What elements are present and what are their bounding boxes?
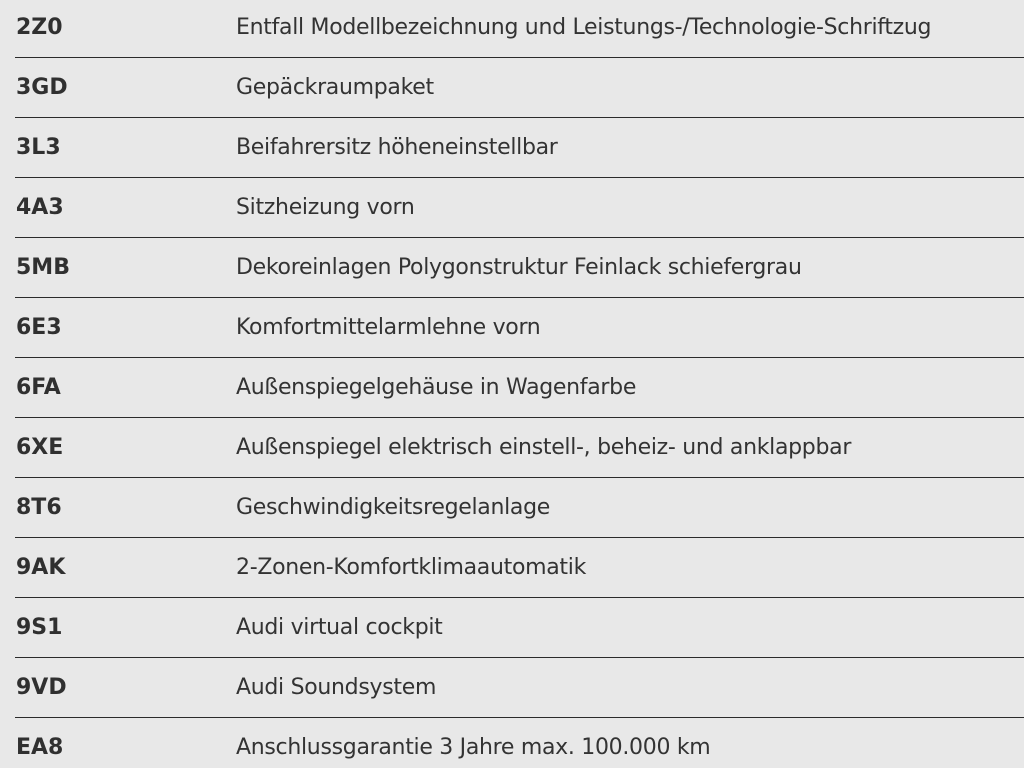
table-row <box>0 658 1024 718</box>
table-row <box>0 538 1024 598</box>
option-description: Sitzheizung vorn <box>236 195 415 220</box>
table-row <box>0 718 1024 768</box>
option-description: Audi virtual cockpit <box>236 615 443 640</box>
table-row <box>0 298 1024 358</box>
option-description: Komfortmittelarmlehne vorn <box>236 315 541 340</box>
option-description: Anschlussgarantie 3 Jahre max. 100.000 km <box>236 735 711 760</box>
option-code: 6FA <box>16 375 61 400</box>
table-row <box>0 238 1024 298</box>
option-description: Gepäckraumpaket <box>236 75 434 100</box>
option-description: Beifahrersitz höheneinstellbar <box>236 135 558 160</box>
option-code: 3GD <box>16 75 68 100</box>
table-row <box>0 118 1024 178</box>
table-row <box>0 358 1024 418</box>
table-row <box>0 0 1024 58</box>
table-row <box>0 418 1024 478</box>
option-description: Audi Soundsystem <box>236 675 437 700</box>
option-code: 6XE <box>16 435 64 460</box>
option-code: 6E3 <box>16 315 62 340</box>
option-code: 5MB <box>16 255 70 280</box>
option-code: 4A3 <box>16 195 64 220</box>
option-code: 9VD <box>16 675 67 700</box>
option-description: Geschwindigkeitsregelanlage <box>236 495 550 520</box>
option-code: EA8 <box>16 735 64 760</box>
table-row <box>0 598 1024 658</box>
option-code: 9AK <box>16 555 66 580</box>
table-row <box>0 178 1024 238</box>
option-description: Außenspiegel elektrisch einstell-, beheiz- und anklappbar <box>236 435 852 460</box>
option-code: 9S1 <box>16 615 63 640</box>
option-description: 2-Zonen-Komfortklimaautomatik <box>236 555 587 580</box>
option-code: 3L3 <box>16 135 61 160</box>
option-description: Außenspiegelgehäuse in Wagenfarbe <box>236 375 637 400</box>
table-row <box>0 478 1024 538</box>
option-description: Dekoreinlagen Polygonstruktur Feinlack schiefergrau <box>236 255 802 280</box>
option-code: 8T6 <box>16 495 62 520</box>
option-description: Entfall Modellbezeichnung und Leistungs-/Technologie-Schriftzug <box>236 15 932 40</box>
option-code: 2Z0 <box>16 15 63 40</box>
table-row <box>0 58 1024 118</box>
